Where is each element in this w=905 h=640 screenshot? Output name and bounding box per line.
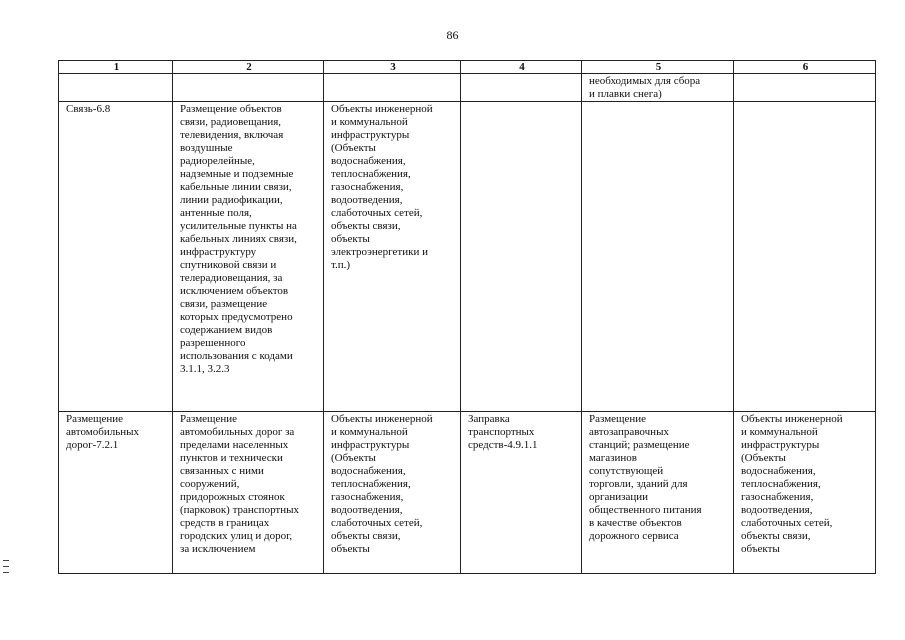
column-header-1: 1 <box>59 61 173 74</box>
table-cell <box>461 102 582 412</box>
table-cell <box>734 74 876 102</box>
table-row-svyaz <box>59 102 876 412</box>
table-cell: Заправка транспортных средств-4.9.1.1 <box>461 412 582 574</box>
table-cell: Размещение автомобильных дорог-7.2.1 <box>59 412 173 574</box>
table-header-row <box>59 61 876 74</box>
table-cell: Размещение автозаправочных станций; размещение магазинов сопутствующей торговли, зданий для организации общественного питания в качестве объектов дорожного сервиса <box>582 412 734 574</box>
column-header-2: 2 <box>173 61 324 74</box>
table-row-roads <box>59 412 876 574</box>
zoning-table <box>58 60 876 574</box>
column-header-5: 5 <box>582 61 734 74</box>
table-cell: Размещение автомобильных дорог за пределами населенных пунктов и технически связанных с ними сооружений, придорожных стоянок (парковок) транспортных средств в границах городских улиц и дорог, за исключением <box>173 412 324 574</box>
column-header-3: 3 <box>324 61 461 74</box>
table-cell <box>59 74 173 102</box>
table-cell: Связь-6.8 <box>59 102 173 412</box>
table-cell: необходимых для сбора и плавки снега) <box>582 74 734 102</box>
margin-marks <box>3 560 9 578</box>
table-cell: Объекты инженерной и коммунальной инфраструктуры (Объекты водоснабжения, теплоснабжения, газоснабжения, водоотведения, слаботочных сетей, объекты связи, объекты электроэнергетики и т.п.) <box>324 102 461 412</box>
margin-mark <box>3 566 9 569</box>
column-header-6: 6 <box>734 61 876 74</box>
table-cell <box>734 102 876 412</box>
table-cell <box>324 74 461 102</box>
column-header-4: 4 <box>461 61 582 74</box>
table-cell <box>461 74 582 102</box>
table-cell: Размещение объектов связи, радиовещания, телевидения, включая воздушные радиорелейные, надземные и подземные кабельные линии связи, линии радиофикации, антенные поля, усилительные пункты на кабельных линиях связи, инфраструктуру спутниковой связи и телерадиовещания, за исключением объектов связи, размещение которых предусмотрено содержанием видов разрешенного использования с кодами 3.1.1, 3.2.3 <box>173 102 324 412</box>
margin-mark <box>3 560 9 563</box>
table-row-continuation <box>59 74 876 102</box>
page-number: 86 <box>446 28 459 42</box>
table-cell: Объекты инженерной и коммунальной инфраструктуры (Объекты водоснабжения, теплоснабжения, газоснабжения, водоотведения, слаботочных сетей, объекты связи, объекты <box>734 412 876 574</box>
table-cell: Объекты инженерной и коммунальной инфраструктуры (Объекты водоснабжения, теплоснабжения, газоснабжения, водоотведения, слаботочных сетей, объекты связи, объекты <box>324 412 461 574</box>
table-cell <box>582 102 734 412</box>
table-cell <box>173 74 324 102</box>
margin-mark <box>3 572 9 575</box>
